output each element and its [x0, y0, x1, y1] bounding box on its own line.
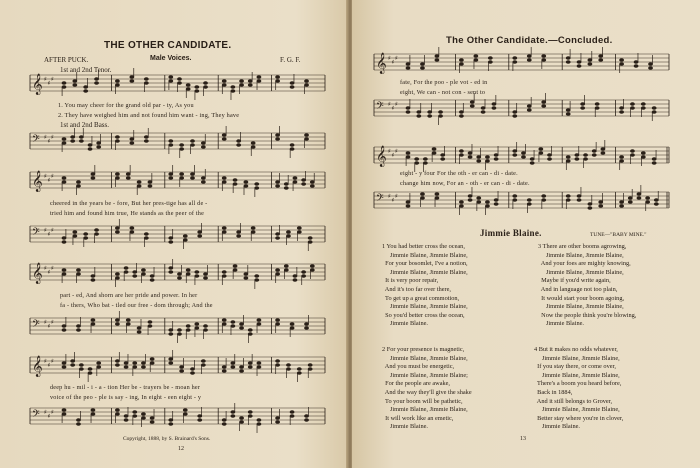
- left-system-4-lyric-1: deep hu - mil - i - a - tion Her be - trayers be - moan her: [50, 384, 201, 391]
- left-system-2-lyric-1: cheered in the years be - fore, But her pres-tige has all de -: [50, 200, 208, 207]
- svg-text:𝄢: 𝄢: [32, 226, 40, 240]
- svg-text:♯: ♯: [47, 231, 51, 238]
- left-system-1-bass-staff: [30, 133, 325, 153]
- verse-4: 4 But it makes no odds whatever, Jimmie Blaine, Jimmie Blaine, If you stay there, or come over, Jimmie Blaine, Jimmie Blaine, There's a boom you heard before, Back in 1884, And it still belongs to Grover, Jimmie Blaine, Jimmie Blaine, Better stay where you're in clover, Jimmie Blaine.: [534, 346, 624, 431]
- svg-text:♯: ♯: [51, 358, 54, 365]
- svg-text:♯: ♯: [47, 177, 51, 184]
- svg-text:𝄢: 𝄢: [376, 100, 384, 114]
- left-system-1-lyric-2: 2. They have weighed him and not found him want - ing, They have: [58, 112, 240, 119]
- svg-text:♯: ♯: [51, 227, 54, 234]
- left-system-3-treble-staff: [30, 264, 325, 284]
- tempo-marking: AFTER PUCK.: [44, 56, 89, 64]
- svg-text:♯: ♯: [388, 148, 391, 155]
- svg-text:♯: ♯: [388, 55, 391, 62]
- svg-text:♯: ♯: [44, 227, 47, 234]
- song-title: Jimmie Blaine.: [480, 228, 542, 238]
- svg-text:♯: ♯: [47, 362, 51, 369]
- right-page-number: 13: [520, 436, 526, 442]
- svg-text:𝄞: 𝄞: [376, 146, 387, 167]
- svg-text:♯: ♯: [388, 193, 391, 200]
- svg-text:♯: ♯: [44, 409, 47, 416]
- right-page: [352, 0, 700, 468]
- svg-text:𝄢: 𝄢: [32, 318, 40, 332]
- svg-text:𝄞: 𝄞: [32, 74, 43, 95]
- svg-text:♯: ♯: [395, 148, 398, 155]
- left-system-2-lyric-2: tried him and found him true, He stands as the peer of the: [50, 210, 205, 217]
- svg-text:♯: ♯: [388, 101, 391, 108]
- left-system-3-bass-staff: [30, 318, 325, 338]
- svg-text:♯: ♯: [51, 134, 54, 141]
- svg-text:𝄢: 𝄢: [32, 408, 40, 422]
- left-system-1-treble-staff: [30, 75, 325, 95]
- right-system-1-lyric-1: fate, For the poo - ple vot - ed in: [400, 79, 488, 86]
- left-page-title: THE OTHER CANDIDATE.: [104, 40, 232, 51]
- svg-text:♯: ♯: [47, 138, 51, 145]
- left-page: [0, 0, 348, 468]
- svg-text:♯: ♯: [47, 80, 51, 87]
- svg-text:♯: ♯: [47, 269, 51, 276]
- svg-text:♯: ♯: [51, 173, 54, 180]
- svg-text:𝄢: 𝄢: [376, 192, 384, 206]
- verse-1: 1 You had better cross the ocean, Jimmie Blaine, Jimmie Blaine, For your bosomlet, I've a notion, Jimmie Blaine, Jimmie Blaine, It is very poor repair, And it's too far over there, To get up a great commotion, Jimmie Blaine, Jimmie Blaine, So you'd better cross the ocean, Jimmie Blaine.: [382, 243, 468, 328]
- left-system-3-lyric-1: part - ed, And shorn are her pride and power. In her: [60, 292, 198, 299]
- right-system-2-bass-staff: [374, 192, 669, 212]
- copyright-line: Copyright, 1888, by S. Brainard's Sons.: [123, 436, 211, 442]
- svg-text:♯: ♯: [44, 134, 47, 141]
- bass-label: 1st and 2nd Bass.: [60, 121, 109, 129]
- svg-text:♯: ♯: [51, 265, 54, 272]
- svg-text:♯: ♯: [391, 59, 395, 66]
- composer-initials: F. G. F.: [280, 56, 301, 64]
- svg-text:♯: ♯: [44, 358, 47, 365]
- svg-text:♯: ♯: [47, 323, 51, 330]
- right-page-title: The Other Candidate.—Concluded.: [446, 35, 613, 46]
- svg-text:♯: ♯: [44, 265, 47, 272]
- voices-label: Male Voices.: [150, 55, 192, 62]
- left-system-3-lyric-2: fa - thers, Who bat - tled our free - dom through; And the: [60, 302, 213, 309]
- svg-text:♯: ♯: [47, 413, 51, 420]
- right-system-1-lyric-2: eight, We can - not con - sent to: [400, 89, 486, 96]
- right-system-1-treble-staff: [374, 54, 669, 74]
- svg-text:♯: ♯: [44, 319, 47, 326]
- left-system-4-lyric-2: voice of the peo - ple is say - ing, In eight - een eight - y: [50, 394, 202, 401]
- right-system-2-lyric-2: change him now, For an - oth - er can - di - date.: [400, 180, 530, 187]
- tenor-label: 1st and 2nd Tenor.: [60, 66, 112, 74]
- svg-text:𝄢: 𝄢: [32, 133, 40, 147]
- svg-text:𝄞: 𝄞: [32, 263, 43, 284]
- svg-text:♯: ♯: [395, 101, 398, 108]
- left-system-2-bass-staff: [30, 226, 325, 246]
- left-page-number: 12: [178, 446, 184, 452]
- left-system-4-bass-staff: [30, 408, 325, 428]
- left-system-4-treble-staff: [30, 357, 325, 377]
- left-system-2-treble-staff: [30, 172, 325, 192]
- left-system-1-lyric-1: 1. You may cheer for the grand old par - ty, As you: [58, 102, 194, 109]
- verse-3: 3 There are other booms agrowing, Jimmie Blaine, Jimmie Blaine, And your foes are mighty knowing, Jimmie Blaine, Jimmie Blaine, Maybe if you'd write again, And in language not too plain, It would start your boom agoing, Jimmie Blaine, Jimmie Blaine, Now the people think you're blowing, Jimmie Blaine.: [538, 243, 637, 328]
- svg-text:♯: ♯: [51, 319, 54, 326]
- svg-text:♯: ♯: [391, 152, 395, 159]
- svg-text:𝄞: 𝄞: [376, 53, 387, 74]
- svg-text:♯: ♯: [44, 76, 47, 83]
- svg-text:♯: ♯: [395, 193, 398, 200]
- tune-note: TUNE—"BABY MINE.": [590, 232, 647, 238]
- svg-text:♯: ♯: [391, 197, 395, 204]
- svg-text:𝄞: 𝄞: [32, 356, 43, 377]
- right-system-1-bass-staff: [374, 100, 669, 120]
- right-system-2-lyric-1: eight - y four For the oth - er can - di - date.: [400, 170, 518, 177]
- verse-2: 2 For your presence is magnetic, Jimmie Blaine, Jimmie Blaine, And you must be energetic, Jimmie Blaine, Jimmie Blaine; For the people are awake, And the way they'll give the shake To your boom will be pathetic, Jimmie Blaine, Jimmie Blaine, It will work like an emetic, Jimmie Blaine.: [382, 346, 472, 431]
- right-system-2-treble-staff: [374, 147, 669, 167]
- svg-text:♯: ♯: [391, 105, 395, 112]
- svg-text:♯: ♯: [44, 173, 47, 180]
- svg-text:♯: ♯: [51, 409, 54, 416]
- svg-text:♯: ♯: [51, 76, 54, 83]
- svg-text:♯: ♯: [395, 55, 398, 62]
- svg-text:𝄞: 𝄞: [32, 171, 43, 192]
